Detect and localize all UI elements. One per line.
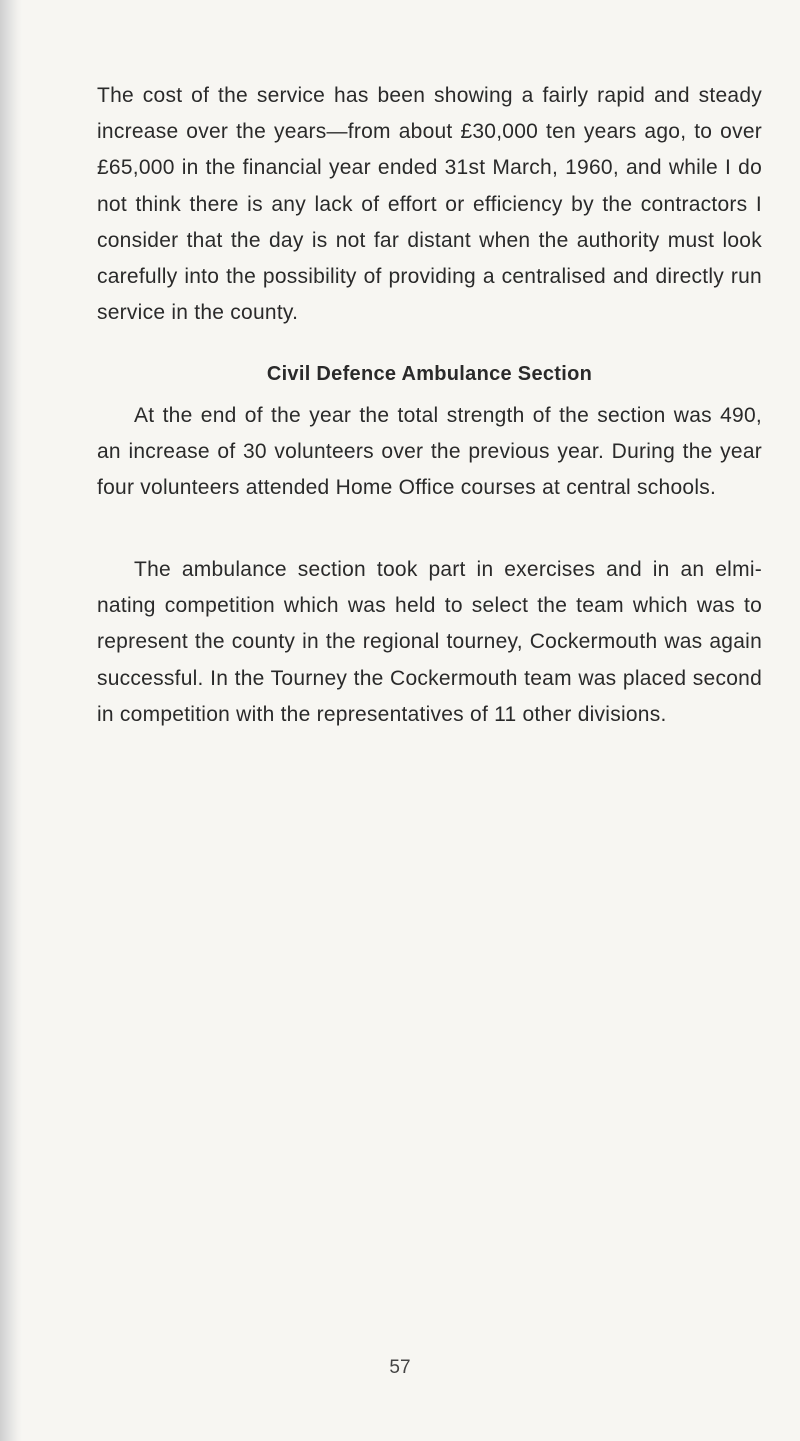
section-heading: Civil Defence Ambulance Section xyxy=(266,363,593,385)
paragraph-service-cost: The cost of the service has been showing a fairly rapid and steady increase over the years—from about £30,000 ten years ago, to over £65,000 in the financial year ended 31st March, 1960, and while I do not think there is any lack of effort or efficiency by the contractors I consider that the day is not far distant when the authority must look carefully into the possibility of providing a centralised and directly run service in the county. xyxy=(97,84,762,325)
page-gutter-shadow xyxy=(0,0,22,1441)
paragraph-competition: The ambulance section took part in exercises and in an elmi- nating competition which was held to select the team which was to represent the county in the regional tourney, Cockermouth was again successful. In the Tourney the Cockermouth team was placed second in competition with the representatives of 11 other divisions. xyxy=(97,558,762,726)
page-number: 57 xyxy=(389,1357,411,1378)
paragraph-section-strength: At the end of the year the total strength of the section was 490, an increase of 30 volunteers over the previous year. During the year four volunteers attended Home Office courses at central schools. xyxy=(97,404,762,500)
